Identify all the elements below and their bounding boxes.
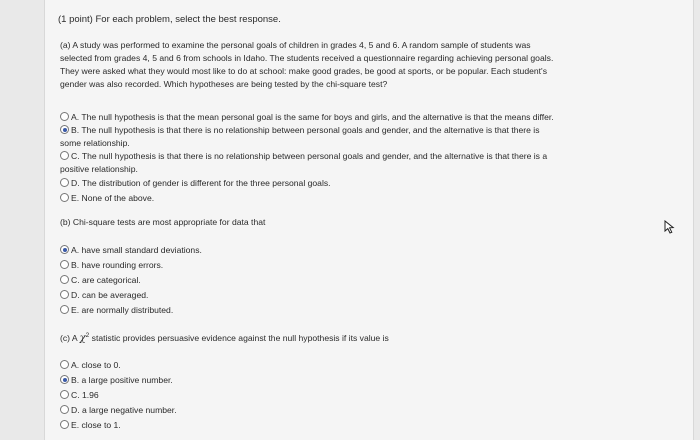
prompt-prefix: (c) A — [60, 332, 80, 343]
option-label: A. The null hypothesis is that the mean personal goal is the same for boys and girls, and the alternative is that the means differ. — [71, 112, 554, 122]
option-label-cont: positive relationship. — [60, 163, 138, 174]
prompt-line: gender was also recorded. Which hypotheses are being tested by the chi-square test? — [60, 79, 388, 89]
prompt-line: selected from grades 4, 5 and 6 from schools in Idaho. The students received a questionnaire regarding achieving personal goals. — [60, 53, 554, 63]
option-label: D. a large negative number. — [71, 405, 177, 415]
radio-button[interactable] — [60, 193, 69, 202]
part-c-option-a[interactable] — [60, 359, 646, 372]
part-c-option-b[interactable] — [60, 374, 646, 387]
part-c-prompt — [60, 329, 650, 345]
option-label: D. The distribution of gender is different for the three personal goals. — [71, 178, 331, 188]
option-label: A. close to 0. — [71, 360, 121, 370]
superscript: 2 — [85, 332, 90, 339]
part-b-prompt: (b) Chi-square tests are most appropriate for data that — [60, 217, 266, 227]
option-label: B. a large positive number. — [71, 375, 173, 385]
radio-button[interactable] — [60, 112, 69, 121]
option-label-cont: some relationship. — [60, 137, 130, 148]
prompt-suffix: statistic provides persuasive evidence against the null hypothesis if its value is — [89, 332, 389, 343]
part-b-option-b[interactable] — [60, 259, 646, 272]
part-b-option-a[interactable] — [60, 244, 646, 257]
option-label: E. None of the above. — [71, 193, 155, 203]
chi-symbol: χ — [79, 332, 86, 344]
part-a-option-a[interactable] — [60, 111, 646, 124]
option-label: B. The null hypothesis is that there is no relationship between personal goals and gender, and the alternative is that there is — [71, 125, 540, 135]
part-a-option-b[interactable] — [60, 124, 646, 149]
part-b-option-e[interactable] — [60, 304, 646, 317]
prompt-line: (a) A study was performed to examine the personal goals of children in grades 4, 5 and 6. A random sample of students was — [60, 40, 531, 50]
radio-button[interactable] — [60, 420, 69, 429]
part-c-option-c[interactable] — [60, 389, 646, 402]
radio-button[interactable] — [60, 360, 69, 369]
radio-button[interactable] — [60, 390, 69, 399]
option-label: C. The null hypothesis is that there is no relationship between personal goals and gender, and the alternative is that there is a — [71, 151, 548, 161]
part-a-option-d[interactable] — [60, 177, 646, 190]
radio-button[interactable] — [60, 305, 69, 314]
prompt-line: They were asked what they would most like to do at school: make good grades, be good at sports, or be popular. Each student's — [60, 66, 547, 76]
radio-button[interactable] — [60, 178, 69, 187]
radio-button[interactable] — [60, 275, 69, 284]
option-label: C. 1.96 — [71, 390, 99, 400]
radio-button-selected[interactable] — [60, 375, 69, 384]
part-c-option-d[interactable] — [60, 404, 646, 417]
radio-button-selected[interactable] — [60, 125, 69, 134]
part-a-option-e[interactable] — [60, 192, 646, 205]
option-label: B. have rounding errors. — [71, 260, 164, 270]
part-a-option-c[interactable] — [60, 150, 646, 175]
part-b-option-c[interactable] — [60, 274, 646, 287]
intro-text: (1 point) For each problem, select the best response. — [58, 14, 281, 25]
mouse-pointer-icon — [664, 220, 676, 234]
radio-button[interactable] — [60, 405, 69, 414]
option-label: D. can be averaged. — [71, 290, 149, 300]
radio-button[interactable] — [60, 290, 69, 299]
part-b-option-d[interactable] — [60, 289, 646, 302]
part-c-option-e[interactable] — [60, 419, 646, 432]
option-label: C. are categorical. — [71, 275, 141, 285]
option-label: E. close to 1. — [71, 420, 121, 430]
radio-button[interactable] — [60, 151, 69, 160]
part-a-prompt — [60, 39, 650, 91]
option-label: A. have small standard deviations. — [71, 245, 202, 255]
radio-button-selected[interactable] — [60, 245, 69, 254]
radio-button[interactable] — [60, 260, 69, 269]
option-label: E. are normally distributed. — [71, 305, 174, 315]
